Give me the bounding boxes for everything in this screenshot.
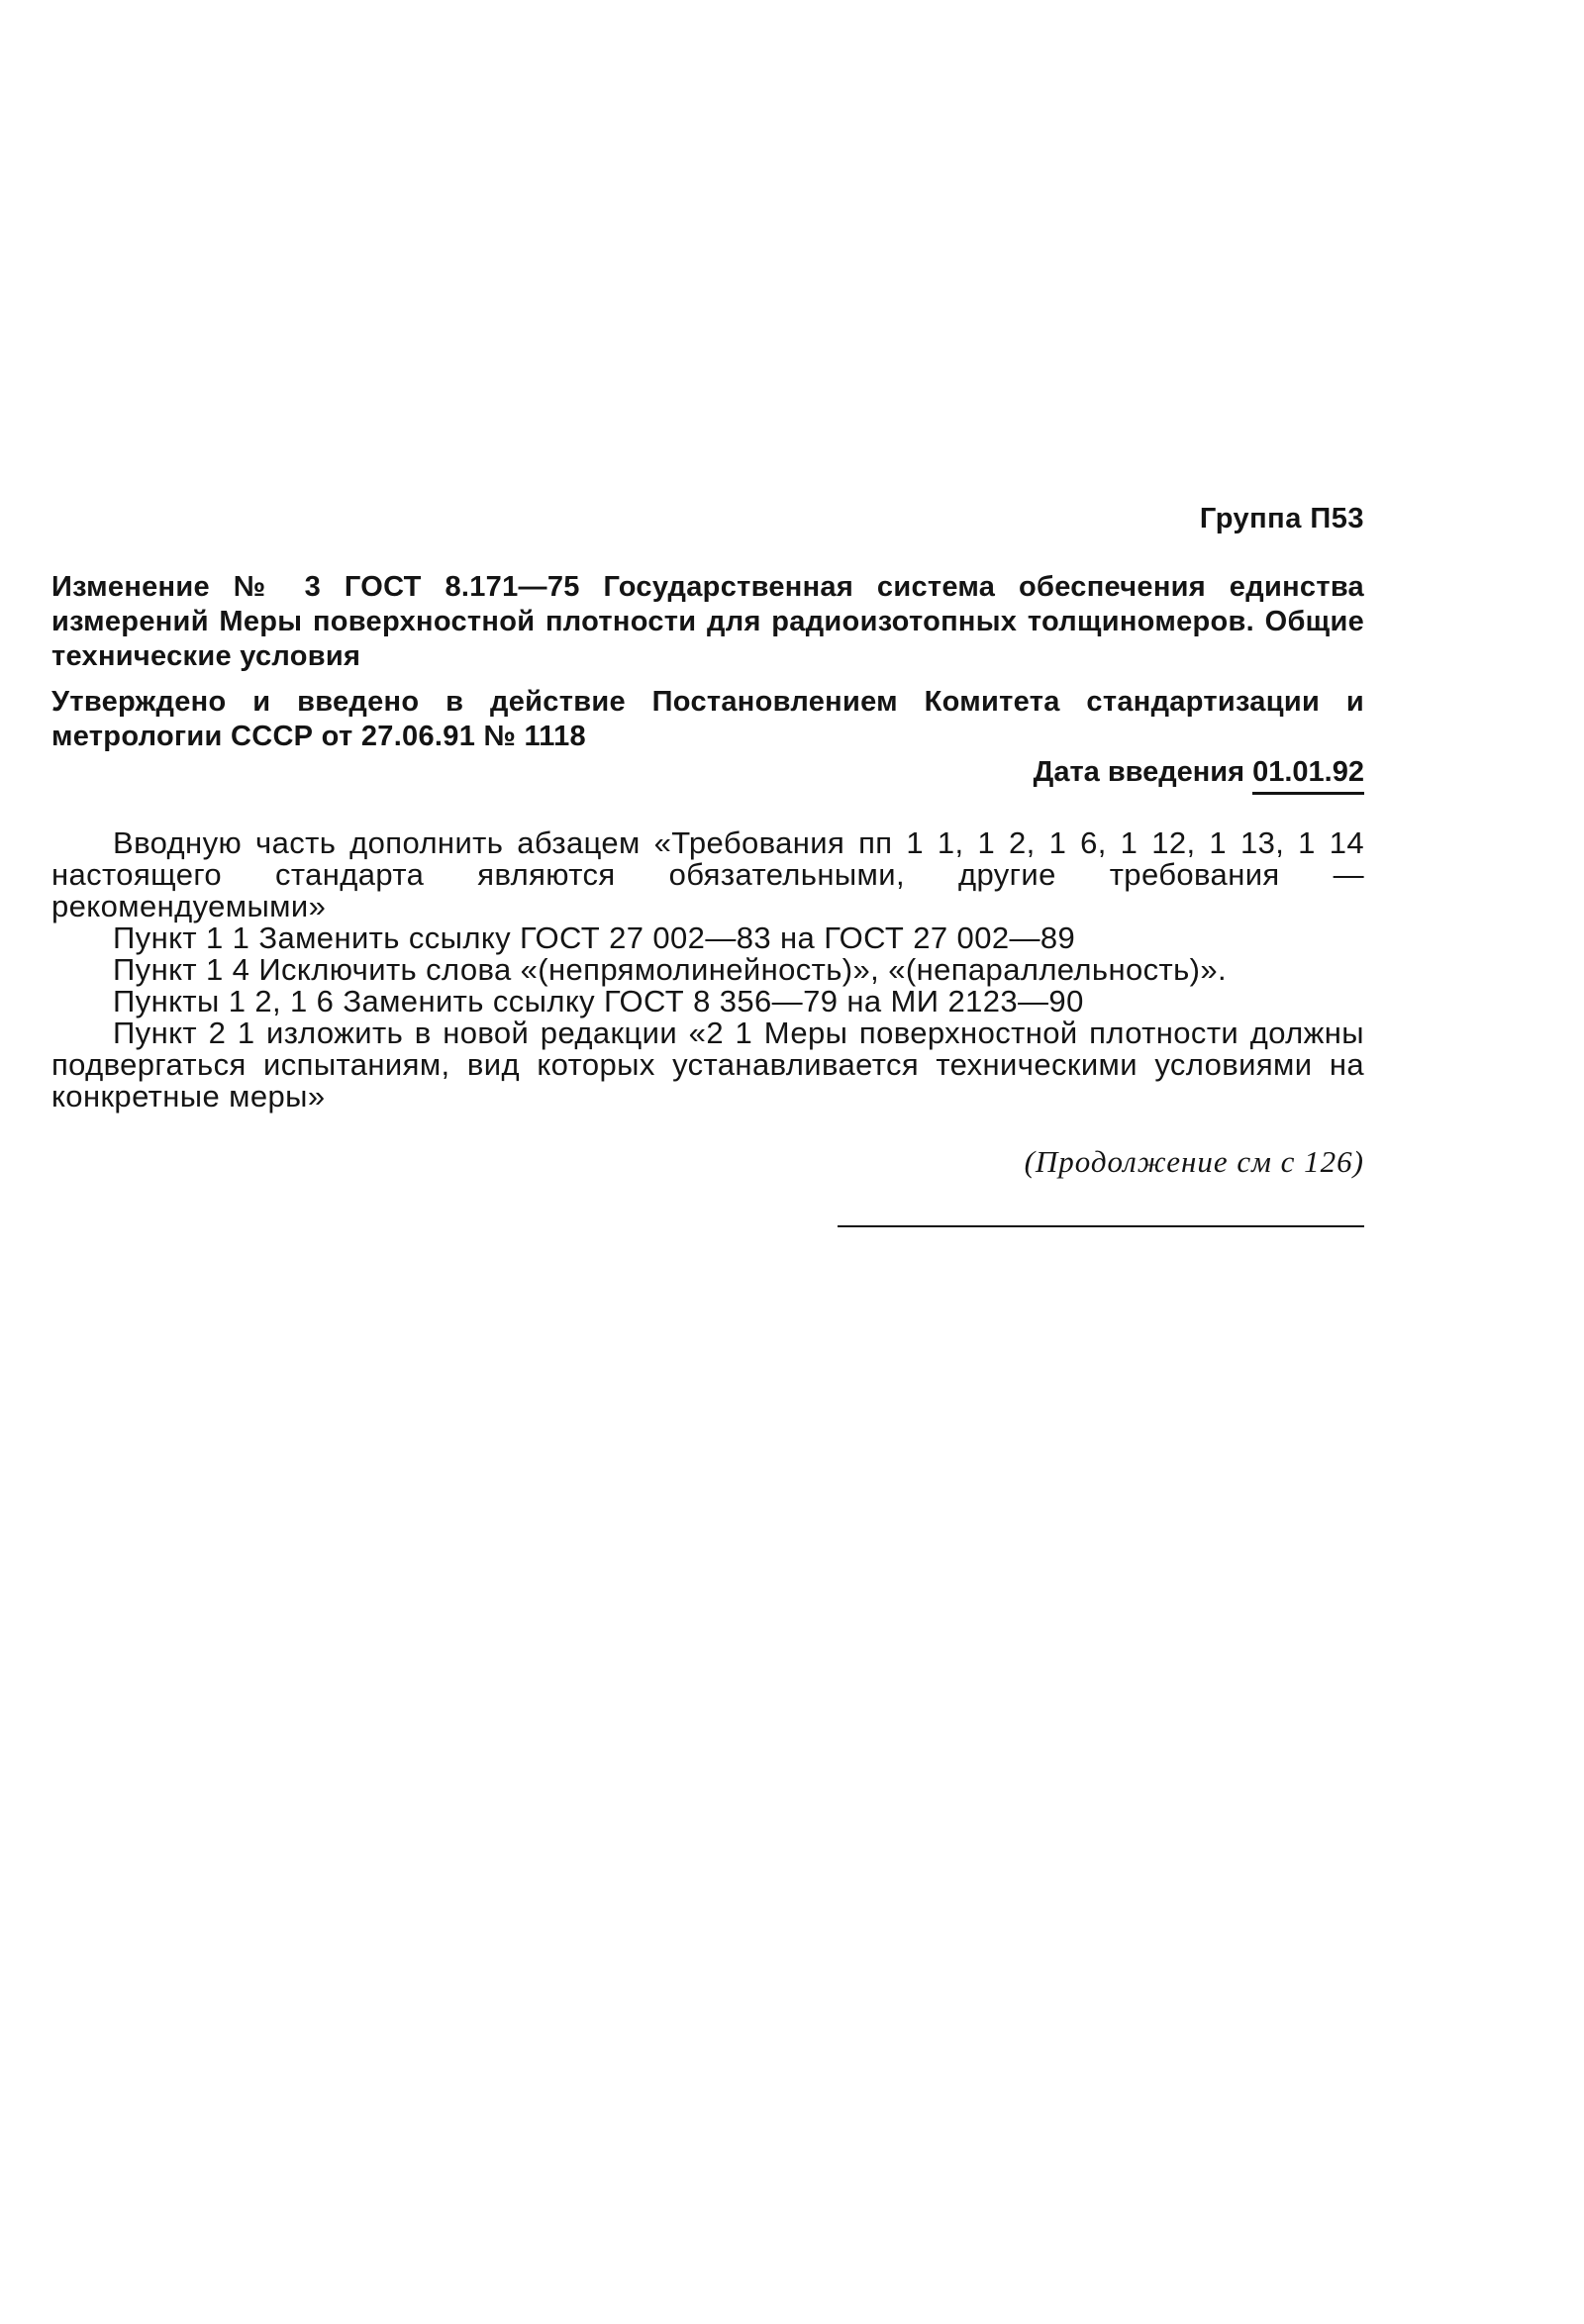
- group-code: Группа П53: [1199, 503, 1364, 534]
- continuation-note: (Продолжение см с 126): [1024, 1144, 1364, 1179]
- approval-statement: Утверждено и введено в действие Постановлением Комитета стандартизации и метрологии СССР от 27.06.91 № 1118: [51, 686, 1364, 752]
- separator-rule: [838, 1225, 1364, 1227]
- paragraph: Пункт 1 1 Заменить ссылку ГОСТ 27 002—83 на ГОСТ 27 002—89: [113, 920, 1076, 955]
- paragraph: Пункт 1 4 Исключить слова «(непрямолинейность)», «(непараллельность)».: [113, 952, 1228, 987]
- paragraph: Пункт 2 1 изложить в новой редакции «2 1 Меры поверхностной плотности должны подвергаться испытаниям, вид которых устанавливается техническими условиями на конкретные меры»: [51, 1016, 1364, 1114]
- paragraph: Пункты 1 2, 1 6 Заменить ссылку ГОСТ 8 356—79 на МИ 2123—90: [113, 984, 1084, 1018]
- effective-date-label: Дата введения: [1033, 756, 1245, 788]
- effective-date: [1034, 756, 1364, 789]
- paragraph: Вводную часть дополнить абзацем «Требования пп 1 1, 1 2, 1 6, 1 12, 1 13, 1 14 настоящего стандарта являются обязательными, другие требования — рекомендуемыми»: [51, 825, 1364, 923]
- amendment-body: [51, 827, 1364, 1113]
- change-title: Изменение № 3 ГОСТ 8.171—75 Государственная система обеспечения единства измерений Меры поверхностной плотности для радиоизотопных толщиномеров. Общие технические условия: [51, 571, 1364, 672]
- effective-date-value: 01.01.92: [1252, 756, 1364, 795]
